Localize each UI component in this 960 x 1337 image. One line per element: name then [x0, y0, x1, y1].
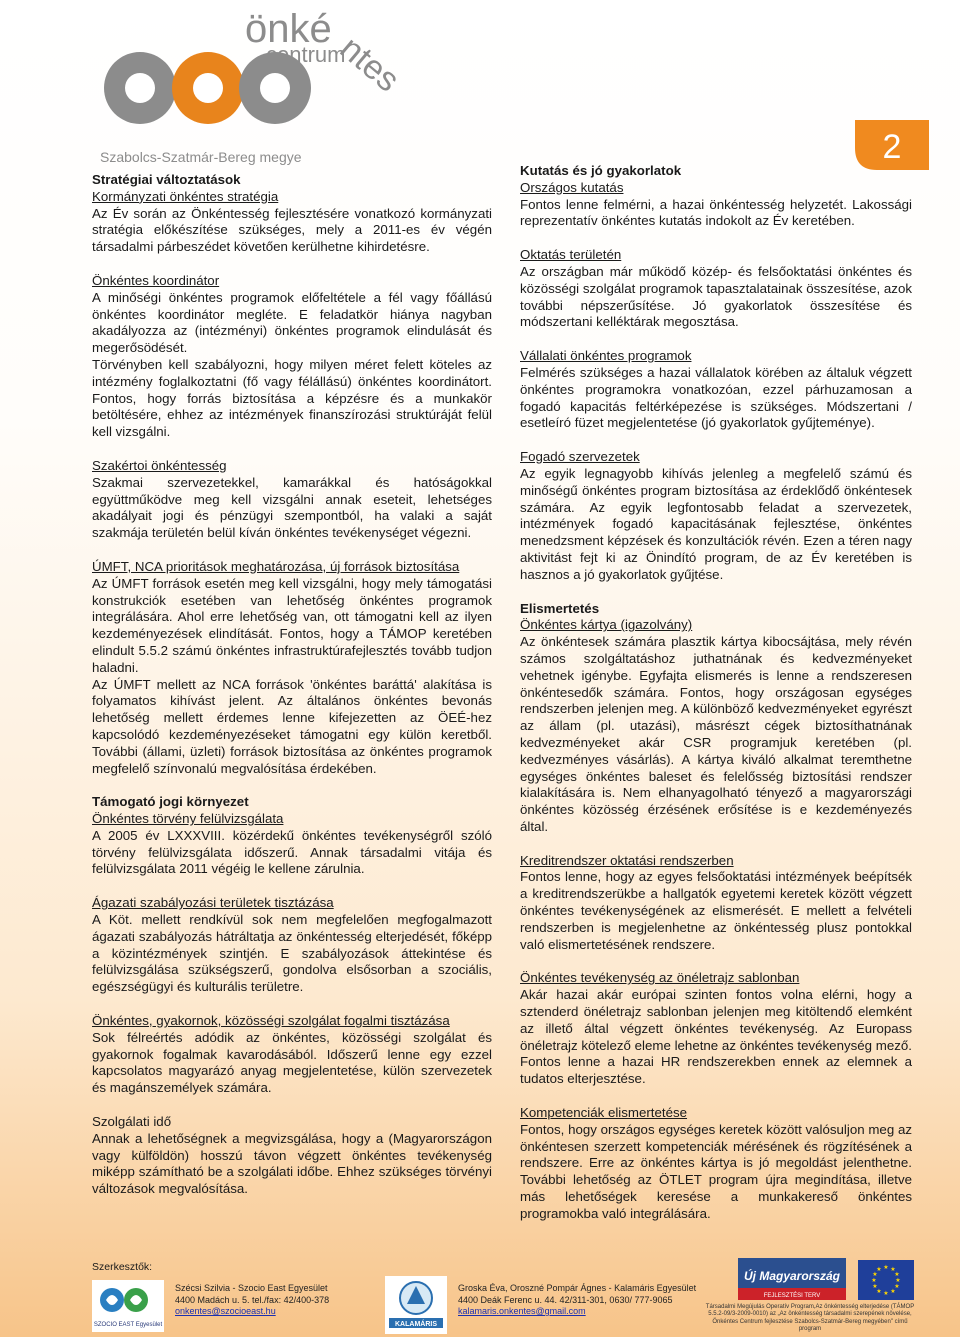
- section-title: Kompetenciák elismertetése: [520, 1105, 688, 1121]
- section-agazati: [92, 895, 492, 996]
- section-title: Kreditrendszer oktatási rendszerben: [520, 852, 734, 868]
- section-text: A minőségi önkéntes programok előfeltétele a fél vagy főállású önkéntes koordinátor megléte. E feladatkör hiánya nagyban akadályozza az (intézményi) önkéntes programok elindulását és megerősödését.: [92, 289, 492, 356]
- kalamaris-logo-text: KALAMÁRIS: [395, 1321, 437, 1328]
- section-title: Kormányzati önkéntes stratégia: [92, 188, 279, 204]
- section-text: Fontos, hogy országos egységes keretek között valósuljon meg az önkéntesen szerzett kompetenciák mérésének és rögzítésének a rendszere. Erre az önkéntes kártya is jó megoldást jelenthetne. További lehetőség az ÖTLET program újra megindítása, illetve más lehetőségek keresése a munkakereső önkéntes programokba való integrálására.: [520, 1121, 912, 1221]
- svg-text:★: ★: [883, 1290, 889, 1297]
- kalamaris-logo: [385, 1276, 447, 1334]
- szocio-east-logo-text: SZOCIO EAST Egyesület: [93, 1322, 163, 1328]
- svg-text:★: ★: [895, 1277, 901, 1284]
- page-number: 2: [882, 128, 902, 166]
- section-title: Szakértoi önkéntesség: [92, 457, 227, 473]
- svg-text:★: ★: [872, 1271, 878, 1278]
- section-text: A Köt. mellett rendkívül sok nem megfelelően megfogalmazott ágazati szabályozás hátráltatja az önkéntesség elterjedését, főképp a közintézmények szintjén. E szabályozások áttekintése és felülvizsgálása szükségszerű, gondolva elsősorban a szociális, egészségügyi és kulturális területre.: [92, 912, 492, 995]
- section-kutatas: [520, 163, 912, 230]
- section-jogi-kornyezet: [92, 794, 492, 878]
- svg-text:★: ★: [890, 1288, 896, 1295]
- onkentes-centrum-logo: [70, 0, 400, 170]
- eu-flag-icon: [858, 1260, 914, 1300]
- section-title: Ágazati szabályozási területek tisztázása: [92, 895, 334, 911]
- section-kreditrendszer: [520, 853, 912, 954]
- section-text: Akár hazai akár európai szinten fontos volna elérni, hogy a sztenderd önéletrajz sablonban jelenjen meg kitöltendő elemként az illető által végzett önkéntes tevékenység. Az Europass önéletrajz kötelező eleme lehetne az önkéntes tevékenység mező. Fontos lenne a hazai HR rendszerekben ennek az elemnek a tudatos elterjesztése.: [520, 987, 912, 1087]
- section-text: Fontos lenne, hogy az egyes felsőoktatási intézmények beépítsék a kreditrendszerükbe a hallgatók egyetemi keretek között végzett önkéntes tevékenységének az elismerését. E mellett a felvételi rendszerben is megjelenhetne az önkéntesség plusz pontokkal való elismertetésének rendszere.: [520, 869, 912, 952]
- section-strategia: [92, 172, 492, 256]
- section-text: Szakmai szervezetekkel, kamarákkal és hatóságokkal együttműködve meg kell vizsgálni annak eseteit, lehetséges akadályait jogi és pénzügyi szempontból, ha valaki a saját szakmája területén belül kíván önkéntes tevékenységet végezni.: [92, 474, 492, 541]
- editor-2-address: 4400 Deák Ferenc u. 44. 42/311-301, 0630/ 777-9065: [458, 1294, 673, 1305]
- section-title: Önkéntes kártya (igazolvány): [520, 617, 693, 633]
- logo-region-text: Szabolcs-Szatmár-Bereg megye: [100, 149, 302, 165]
- section-title: Szolgálati idő: [92, 1114, 172, 1130]
- section-text: Az egyik legnagyobb kihívás jelenleg a megfelelő számú és minőségű önkéntes program biztosítása az érdeklődő önkéntesek számára. Az egyik legfontosabb feladat a szervezetek, intézmények fogadó kapacitásának fejlesztése, önkéntes menedzsment képzések és konzultációk révén. Ezen a téren nagy aktivitást fejt ki az Önindító program, de az Év keretében is hasznos a jó gyakorlatok gyűjtése.: [520, 465, 912, 582]
- section-title: Önkéntes, gyakornok, közösségi szolgálat fogalmi tisztázása: [92, 1013, 450, 1029]
- section-title: Oktatás területén: [520, 247, 622, 263]
- section-umft: [92, 559, 492, 777]
- section-text: Annak a lehetőségnek a megvizsgálása, hogy a (Magyarországon vagy külföldön) hosszú távon végzett önkéntes tevékenység miképp számítható be a szolgálati időbe. Ehhez szükséges törvényi változások megvalósítása.: [92, 1130, 492, 1197]
- section-text: Az ÚMFT források esetén meg kell vizsgálni, hogy mely támogatási konstrukciók esetében van lehetőség önkéntes programok integrálására. Ahol erre lehetőség van, ott támogatni kell az ilyen kezdeményezések elindítását. Fontos, hogy a TÁMOP keretében elindult 5.5.2 számú önkéntes infrastruktúrafejlesztés tovább tudjon haladni.: [92, 575, 492, 675]
- right-column: [520, 163, 912, 1240]
- uj-magyarorszag-logo: [738, 1258, 846, 1300]
- svg-text:★: ★: [894, 1283, 900, 1290]
- section-text: Az önkéntesek számára plasztik kártya kibocsájtása, mely révén számos szolgáltatáshoz juthatnának és kedvezményeket vehetnek igénybe. Egyfajta elismerés is lenne a rendszeresen önkéntesedők számára. Fontos, hogy országosan egységes rendszerben jelenjen meg. A különböző kedvezményeket egyrészt az állam (pl. utazási), másrészt cégek biztosíthatnának kedvezményeket akár CSR programjuk keretében (pl. kedvezményes vásárlás). A kártya kiváló alkalmat teremthetne egységes önkéntes baleset és felelősség biztosítási rendszer kialakítására is. Nem elhanyagolható tényező a magyarországi önkéntes közösség érzésének erősítése is e kezdeményezés által.: [520, 634, 912, 834]
- editor-2-email-link[interactable]: kalamaris.onkentes@gmail.com: [458, 1306, 586, 1316]
- svg-text:centrum: centrum: [266, 42, 346, 67]
- uj-magyarorszag-logo-subtext: FEJLESZTÉSI TERV: [763, 1293, 821, 1299]
- section-title: Fogadó szervezetek: [520, 449, 640, 465]
- section-title: Országos kutatás: [520, 179, 624, 195]
- section-fogado: [520, 449, 912, 583]
- section-text: Sok félreértés adódik az önkéntes, közösségi szolgálat és gyakornok fogalmak kavarodásából. Időszerű lenne egy ezzel kapcsolatos magyarázó anyag megjelentetése, külön szervezetek és magánszemélyek számára.: [92, 1029, 492, 1096]
- section-fogalmi: [92, 1013, 492, 1097]
- section-title: Önkéntes koordinátor: [92, 272, 220, 288]
- szocio-east-logo: [92, 1280, 164, 1332]
- svg-text:★: ★: [871, 1277, 877, 1284]
- section-oneletrajz: [520, 970, 912, 1088]
- editor-1-email-link[interactable]: onkentes@szocioeast.hu: [175, 1306, 276, 1316]
- section-text: Törvényben kell szabályozni, hogy milyen méret felett köteles az intézmény foglalkoztatni (fő vagy félállású) önkéntes koordinátort. Fontos, hogy forrás biztosítása a képzésre és a munkakör betöltésére, ehhez az intézmények finanszírozási struktúráját felül kell vizsgálni.: [92, 356, 492, 440]
- section-szolgalati-ido: [92, 1114, 492, 1198]
- section-oktatas: [520, 247, 912, 331]
- section-title: ÚMFT, NCA prioritások meghatározása, új források biztosítása: [92, 558, 460, 574]
- svg-text:★: ★: [890, 1266, 896, 1273]
- section-text: Felmérés szükséges a hazai vállalatok körében az általuk végzett önkéntes programokra vonatkozóan, ezzel párhuzamosan a fogadó kapacitás feltérképezése is szükséges. Módszertani / esetleíró füzet megjelentetése (jó gyakorlatok gyűjteménye).: [520, 364, 912, 431]
- svg-text:★: ★: [876, 1288, 882, 1295]
- svg-text:önké: önké: [245, 7, 332, 51]
- svg-text:★: ★: [894, 1271, 900, 1278]
- section-heading: Támogató jogi környezet: [92, 794, 249, 810]
- editor-2-name: Groska Éva, Oroszné Pompár Ágnes - Kalamáris Egyesület: [458, 1283, 697, 1293]
- section-heading: Elismertetés: [520, 600, 600, 616]
- section-heading: Kutatás és jó gyakorlatok: [520, 163, 682, 178]
- svg-text:★: ★: [883, 1264, 889, 1271]
- section-title: Vállalati önkéntes programok: [520, 348, 692, 364]
- section-title: Önkéntes törvény felülvizsgálata: [92, 811, 284, 827]
- section-szakertoi: [92, 458, 492, 542]
- section-text: A 2005 év LXXXVIII. közérdekű önkéntes tevékenységről szóló törvény felülvizsgálata időszerű. Annak társadalmi vitája és felülvizsgálata 2011 végéig le kellene zárulnia.: [92, 827, 492, 877]
- section-text: Fontos lenne felmérni, a hazai önkéntesség helyzetét. Lakossági reprezentatív önkéntes kutatás indokolt az Év keretében.: [520, 196, 912, 229]
- editors-label: Szerkesztők:: [92, 1261, 153, 1273]
- section-text: Az országban már működő közép- és felsőoktatási önkéntes és közösségi szolgálat programok tapasztalatainak összesítése, azok további népszerűsítése. Jó gyakorlatok összesítése és módszertani kelléktárak megosztása.: [520, 263, 912, 330]
- svg-text:★: ★: [876, 1266, 882, 1273]
- section-title: Önkéntes tevékenység az önéletrajz sablonban: [520, 970, 800, 986]
- editor-1-address: 4400 Madách u. 5. tel./fax: 42/400-378: [175, 1294, 330, 1305]
- section-koordinator: [92, 273, 492, 441]
- section-elismertetes: [520, 601, 912, 836]
- editor-1-name: Szécsi Szilvia - Szocio East Egyesület: [175, 1283, 328, 1293]
- section-vallalati: [520, 348, 912, 432]
- left-column: [92, 172, 492, 1215]
- section-text: Az Év során az Önkéntesség fejlesztésére vonatkozó kormányzati stratégia előkészítése szükséges, mely a 2011-es év végén társadalmi párbeszédet követően kerülhetne kihirdetésre.: [92, 205, 492, 255]
- svg-text:ntes: ntes: [332, 29, 400, 100]
- editor-2-contact: [458, 1283, 723, 1318]
- section-text: Az ÚMFT mellett az NCA források 'önkéntes baráttá' alakítása is folyamatos kihívást jelent. Az általános önkéntes bevonás lehetőség mellett érdemes lenne kifejezetten az ÖEÉ-hez kapcsolódó kezdeményezéseket támogatni egy külön keretből. További (állami, üzleti) források biztosítása az önkéntes programok megfelelő színvonalú megvalósítása érdekében.: [92, 676, 492, 776]
- footer: [0, 1258, 960, 1337]
- svg-text:★: ★: [872, 1283, 878, 1290]
- section-heading: Stratégiai változtatások: [92, 172, 241, 187]
- uj-magyarorszag-logo-text: Új Magyarország: [743, 1269, 841, 1283]
- funding-text: Társadalmi Megújulás Operatív Program,Az önkéntesség elterjedése (TÁMOP 5.5.2-09/3-2009-0010) az „Az önkéntesség társadalmi szerepének növelése, Önkéntes Centrum fejlesztése Szabolcs-Szatmár-Bereg megyében" című program: [705, 1304, 915, 1332]
- section-kompetenciak: [520, 1105, 912, 1223]
